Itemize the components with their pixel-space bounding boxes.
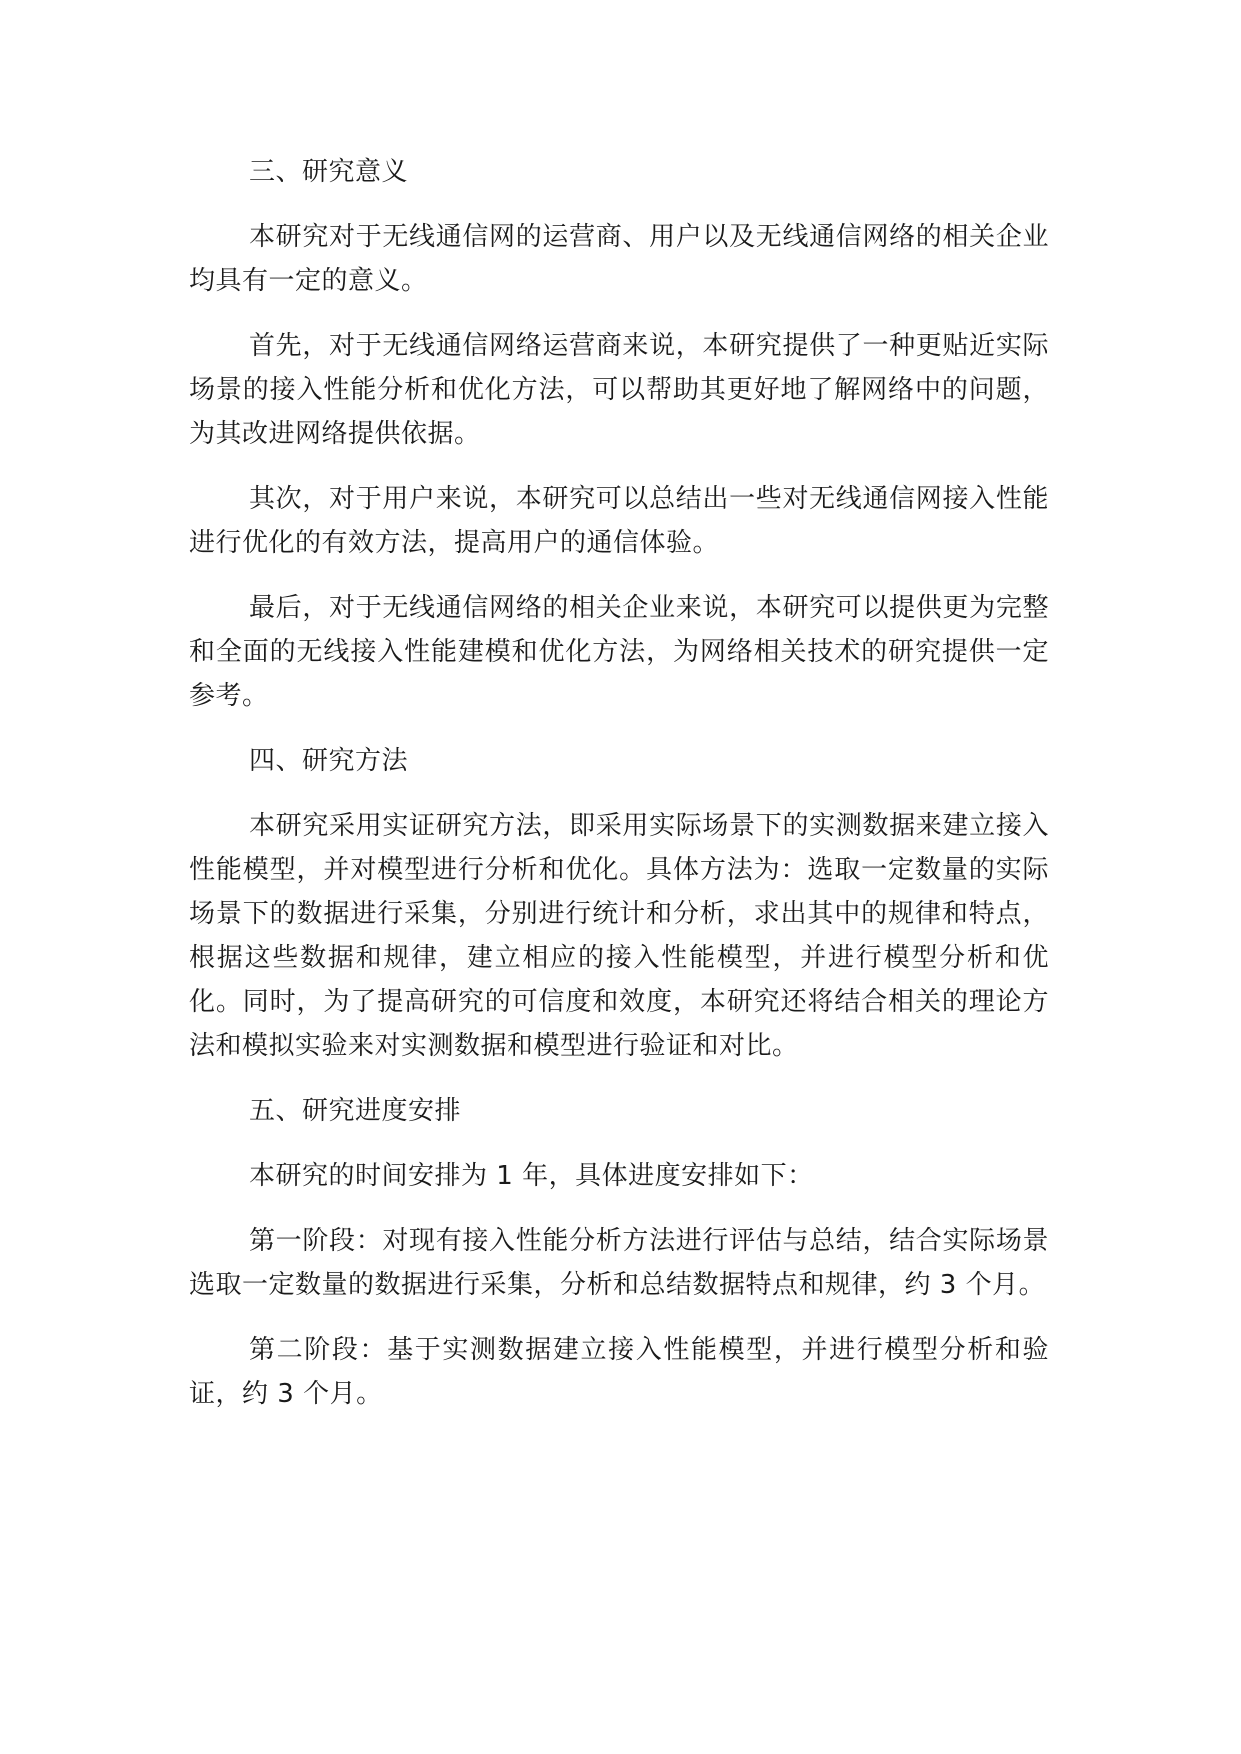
paragraph: 本研究的时间安排为 1 年，具体进度安排如下： <box>249 1161 814 1191</box>
paragraph: 其次，对于用户来说，本研究可以总结出一些对无线通信网接入性能进行优化的有效方法，提高用户的通信体验。 <box>189 484 1049 558</box>
paragraph: 首先，对于无线通信网络运营商来说，本研究提供了一种更贴近实际场景的接入性能分析和优化方法，可以帮助其更好地了解网络中的问题，为其改进网络提供依据。 <box>189 331 1049 449</box>
section-heading-schedule: 五、研究进度安排 <box>249 1096 462 1126</box>
paragraph: 第二阶段：基于实测数据建立接入性能模型，并进行模型分析和验证，约 3 个月。 <box>189 1335 1049 1409</box>
paragraph: 本研究对于无线通信网的运营商、用户以及无线通信网络的相关企业均具有一定的意义。 <box>189 222 1049 296</box>
document-body <box>189 150 1049 1437</box>
paragraph: 第一阶段：对现有接入性能分析方法进行评估与总结，结合实际场景选取一定数量的数据进行采集，分析和总结数据特点和规律，约 3 个月。 <box>189 1226 1049 1300</box>
section-heading-methods: 四、研究方法 <box>249 746 409 776</box>
paragraph: 最后，对于无线通信网络的相关企业来说，本研究可以提供更为完整和全面的无线接入性能建模和优化方法，为网络相关技术的研究提供一定参考。 <box>189 593 1049 711</box>
paragraph: 本研究采用实证研究方法，即采用实际场景下的实测数据来建立接入性能模型，并对模型进行分析和优化。具体方法为：选取一定数量的实际场景下的数据进行采集，分别进行统计和分析，求出其中的规律和特点，根据这些数据和规律，建立相应的接入性能模型，并进行模型分析和优化。同时，为了提高研究的可信度和效度，本研究还将结合相关的理论方法和模拟实验来对实测数据和模型进行验证和对比。 <box>189 811 1049 1061</box>
section-heading-significance: 三、研究意义 <box>249 157 409 187</box>
